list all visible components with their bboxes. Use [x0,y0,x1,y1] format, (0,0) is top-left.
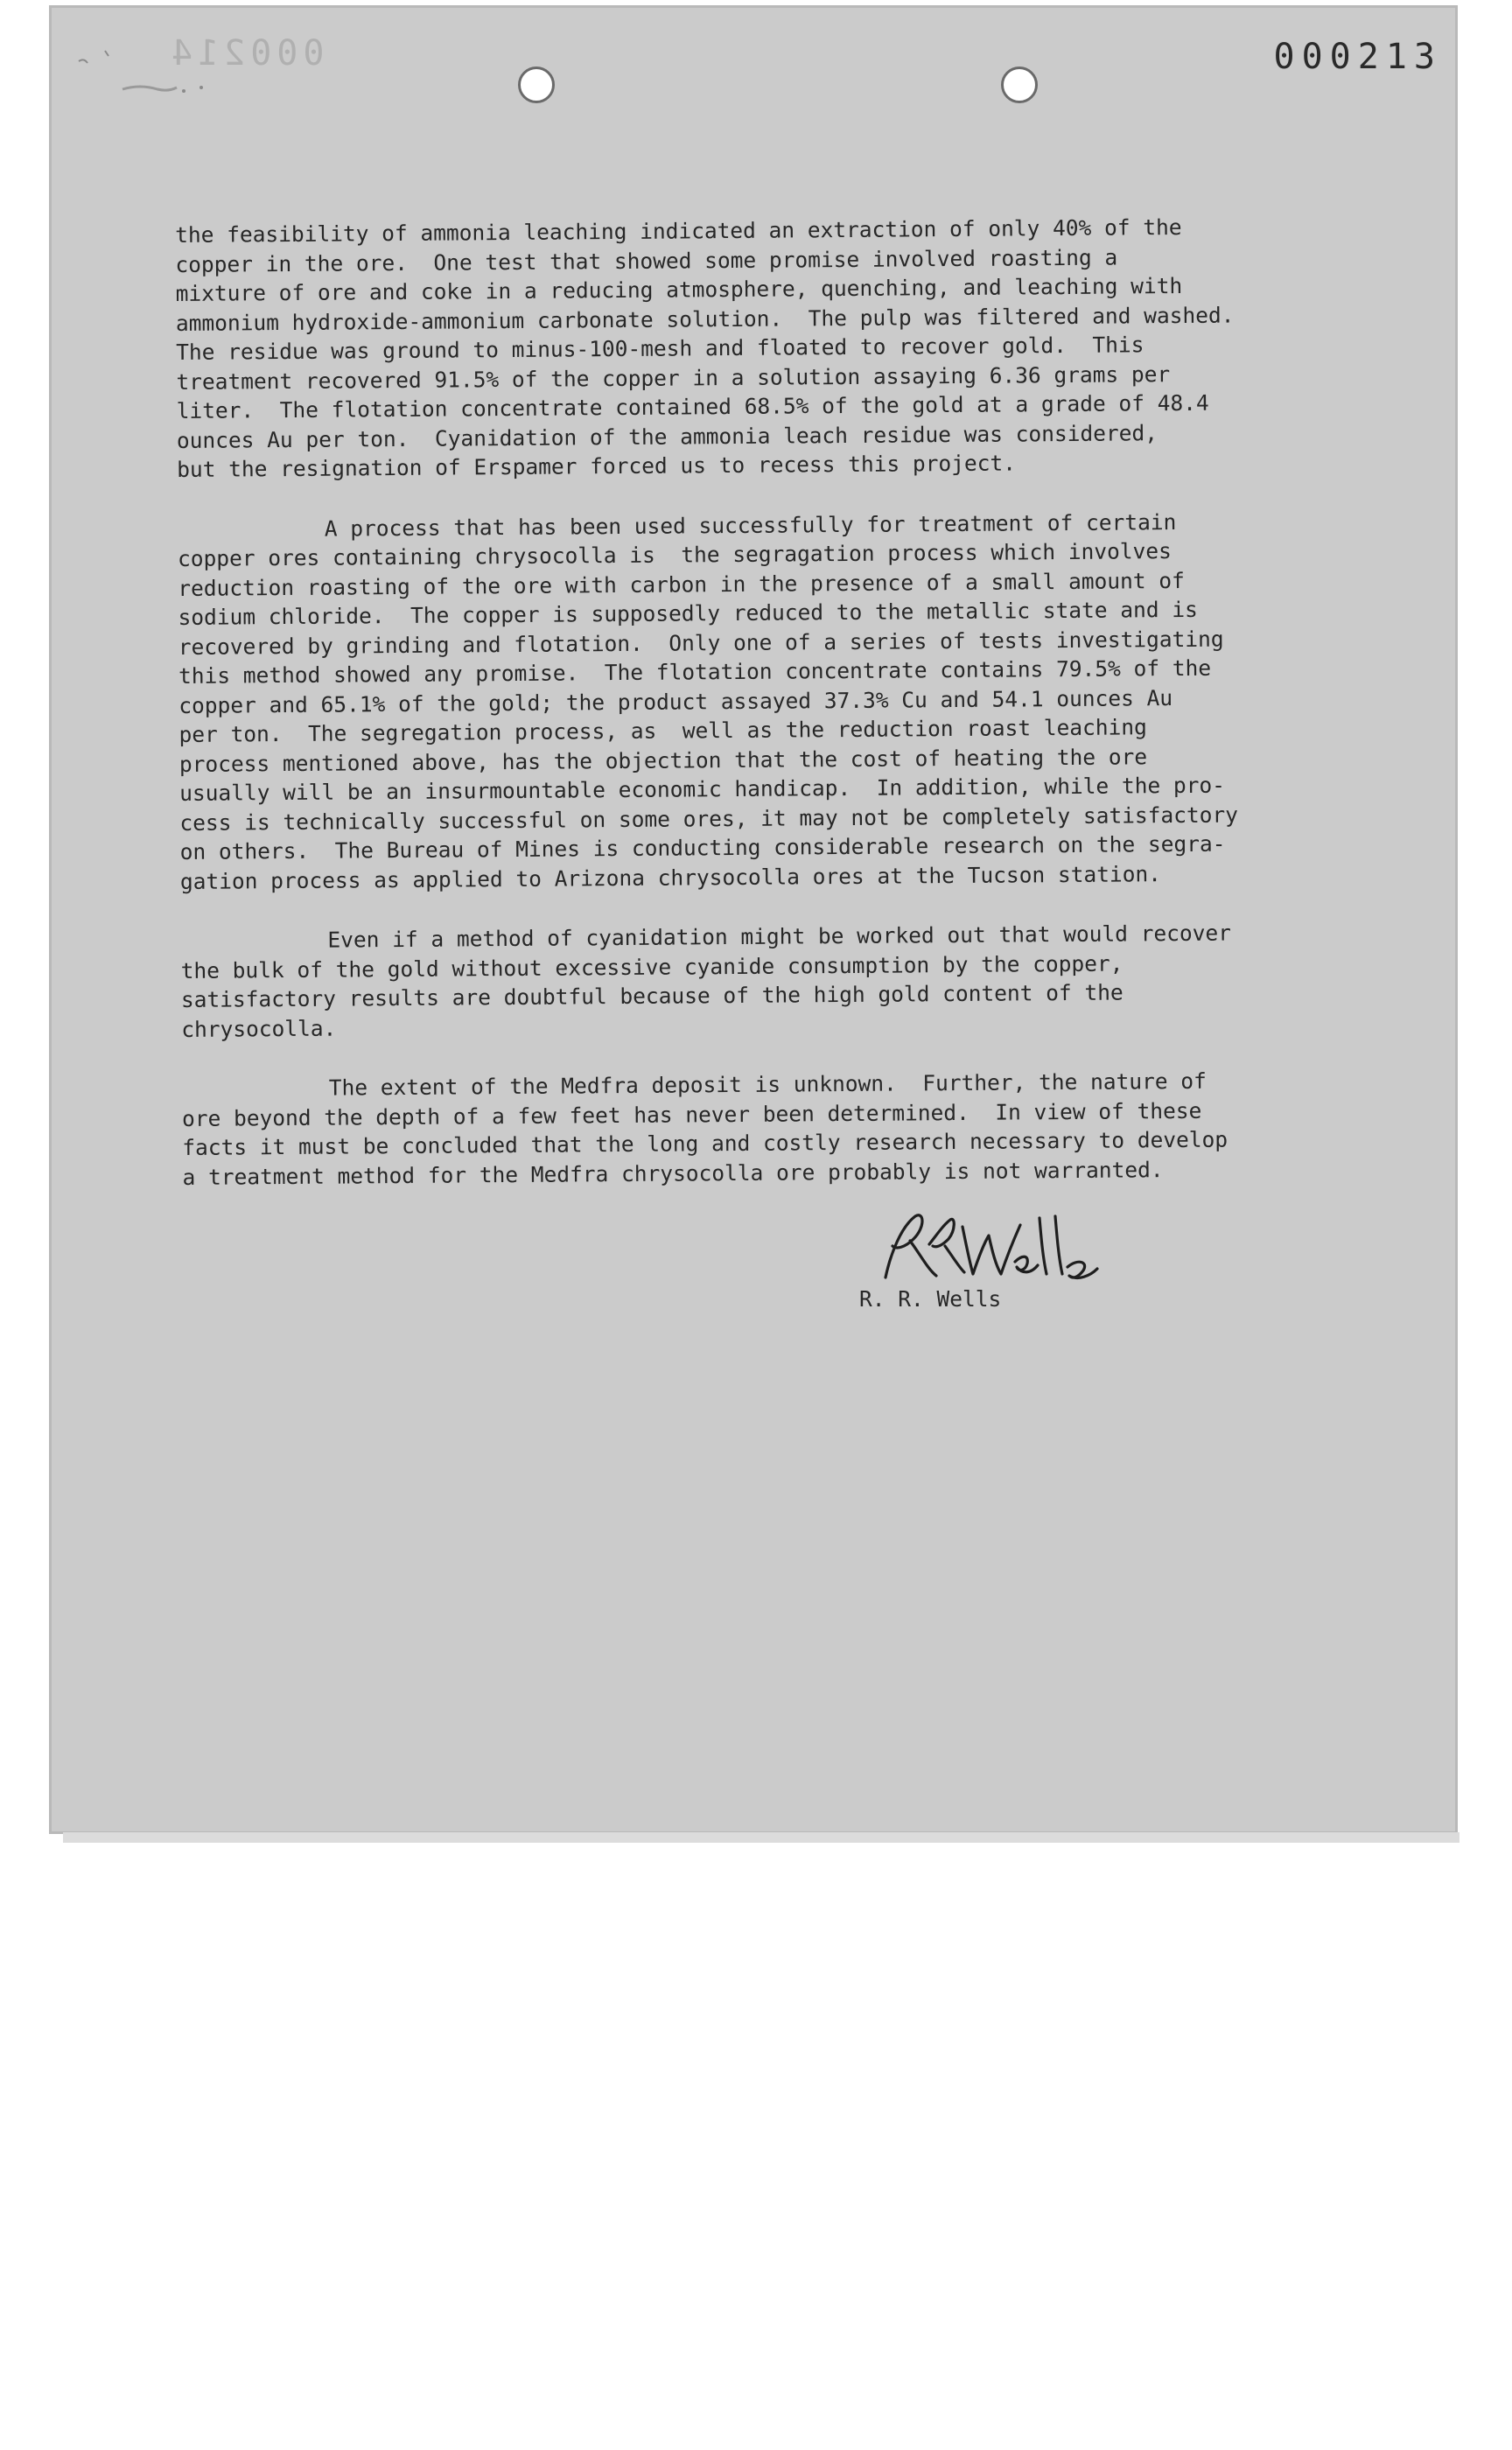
text-line: process mentioned above, has the objection that the cost of heating the ore [178,743,1148,777]
ghost-stamp-number: 000214 [166,33,325,74]
text-line: per ton. The segregation process, as well as the reduction roast leaching [178,714,1147,747]
paragraph-3 [180,917,1389,1044]
paragraph-1 [175,211,1384,484]
text-line: on others. The Bureau of Mines is conducting considerable research on the segra- [179,830,1226,864]
text-line: the bulk of the gold without excessive cyanide consumption by the copper, [180,950,1124,984]
text-line: recovered by grinding and flotation. Only one of a series of tests investigating [178,626,1224,660]
text-line: reduction roasting of the ore with carbon in the presence of a small amount of [178,567,1185,601]
text-line: satisfactory results are doubtful because of the high gold content of the [180,979,1124,1012]
text-line: copper and 65.1% of the gold; the product assayed 37.3% Cu and 54.1 ounces Au [178,684,1173,718]
text-line: facts it must be concluded that the long and costly research necessary to develop [182,1126,1228,1160]
sheet-edge-shadow [63,1832,1460,1843]
text-line: mixture of ore and coke in a reducing atmosphere, quenching, and leaching with [175,272,1183,306]
text-line: copper in the ore. One test that showed some promise involved roasting a [175,244,1118,277]
text-line: but the resignation of Erspamer forced us to recess this project. [177,450,1017,482]
text-line: chrysocolla. [181,1015,337,1042]
text-line: sodium chloride. The copper is supposedly reduced to the metallic state and is [178,596,1198,630]
text-line: ore beyond the depth of a few feet has never been determined. In view of these [181,1097,1202,1131]
text-line: ammonium hydroxide-ammonium carbonate solution. The pulp was filtered and washed. [175,301,1235,336]
page-number: 000213 [1273,37,1442,77]
text-line: cess is technically successful on some ores, it may not be completely satisfactory [179,801,1239,836]
text-line: The residue was ground to minus-100-mesh and floated to recover gold. This [176,332,1144,365]
text-line: ounces Au per ton. Cyanidation of the ammonia leach residue was considered, [176,419,1158,453]
text-line: gation process as applied to Arizona chrysocolla ores at the Tucson station. [179,860,1162,894]
text-line: A process that has been used successfully for treatment of certain [324,508,1177,542]
text-line: the feasibility of ammonia leaching indicated an extraction of only 40% of the [175,214,1182,248]
signer-name: R. R. Wells [859,1286,1002,1312]
paragraph-4 [182,1065,1390,1192]
text-line: copper ores containing chrysocolla is the segragation process which involves [177,538,1172,571]
punch-hole-left [518,66,555,103]
handwritten-signature [875,1200,1102,1297]
text-line: this method showed any promise. The flotation concentrate contains 79.5% of the [178,654,1212,689]
text-line: usually will be an insurmountable economic handicap. In addition, while the pro- [179,772,1225,806]
text-line: a treatment method for the Medfra chrysocolla ore probably is not warranted. [182,1156,1164,1190]
text-line: The extent of the Medfra deposit is unknown. Further, the nature of [328,1068,1207,1101]
text-line: Even if a method of cyanidation might be worked out that would recover [327,920,1232,953]
paragraph-2 [178,506,1388,896]
text-line: liter. The flotation concentrate contained 68.5% of the gold at a grade of 48.4 [176,389,1209,424]
text-line: treatment recovered 91.5% of the copper in a solution assaying 6.36 grams per [176,360,1171,395]
punch-hole-right [1001,66,1038,103]
body-text [175,211,1390,1192]
